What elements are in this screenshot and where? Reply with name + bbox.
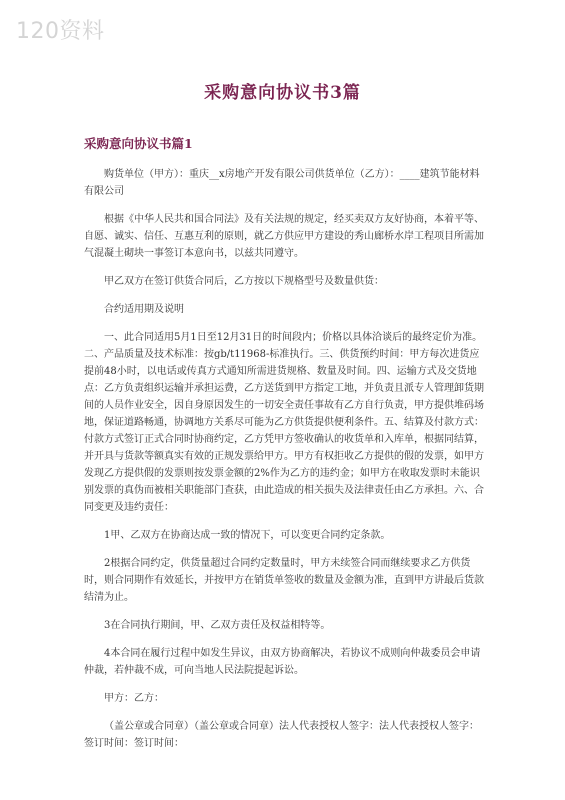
clause-4-paragraph: 4本合同在履行过程中如发生异议，由双方协商解决，若协议不成则向仲裁委员会申请仲裁，若仲裁不成，可向当地人民法院提起诉讼。 [84,648,481,676]
scope-heading-paragraph: 合约适用期及说明 [104,304,184,315]
parties-signature-line: 甲方：乙方： [104,693,164,704]
terms-paragraph: 一、此合同适用5月1日至12月31日的时间段内；价格以具体洽谈后的最终定价为准。二、产品质量及技术标准：按gb/t11968-标准执行。三、供货预约时间：甲方每次进货应提前48小时，以电话或传真方式通知所需进货规格、数量及时间。四、运输方式及交货地点：乙方负责组织运输并承担运费，乙方送货到甲方指定工地，并负责且派专人管理卸货期间的人员作业安全，因自身原因发生的一切安全责任事故有乙方自行负责，甲方提供堆码场地，保证道路畅通，协调地方关系尽可能为乙方供货提供便利条件。五、结算及付款方式：付款方式签订正式合同时协商约定，乙方凭甲方签收确认的收货单和入库单，根据同结算，并开具与货款等额真实有效的正规发票给甲方。甲方有权拒收乙方提供的假的发票，如甲方发现乙方提供假的发票则按发票金额的2%作为乙方的违约金；如甲方在收取发票时未能识别发票的真伪而被相关职能部门查获，由此造成的相关损失及法律责任由乙方承担。六、合同变更及违约责任： [84,332,484,513]
document-body [84,166,484,758]
document-title: 采购意向协议书3篇 [204,83,361,103]
supply-intro-paragraph: 甲乙双方在签订供货合同后，乙方按以下规格型号及数量供货： [104,276,384,287]
clause-2-paragraph: 2根据合同约定，供货量超过合同约定数量时，甲方未续签合同而继续要求乙方供货时，则合同期作有效延长，并按甲方在销货单签收的数量及金额为准，直到甲方讲最后货款结清为止。 [84,558,484,603]
preamble-paragraph: 根据《中华人民共和国合同法》及有关法规的规定，经买卖双方友好协商，本着平等、自愿、诚实、信任、互惠互利的原则，就乙方供应甲方建设的秀山廊桥水岸工程项目所需加气混凝土砌块一事签订本意向书，以兹共同遵守。 [84,214,484,259]
clause-3-paragraph: 3在合同执行期间，甲、乙双方责任及权益相特等。 [104,620,331,631]
watermark-logo: 120资料 [16,19,105,44]
seal-signature-paragraph: （盖公章或合同章）（盖公章或合同章）法人代表授权人签字：法人代表授权人签字：签订时间：签订时间： [84,721,479,749]
section-heading: 采购意向协议书篇1 [84,136,193,151]
clause-1-paragraph: 1甲、乙双方在协商达成一致的情况下，可以变更合同约定条款。 [104,530,391,541]
parties-paragraph: 购货单位（甲方）：重庆__x房地产开发有限公司供货单位（乙方）：____建筑节能材料有限公司 [84,169,480,197]
